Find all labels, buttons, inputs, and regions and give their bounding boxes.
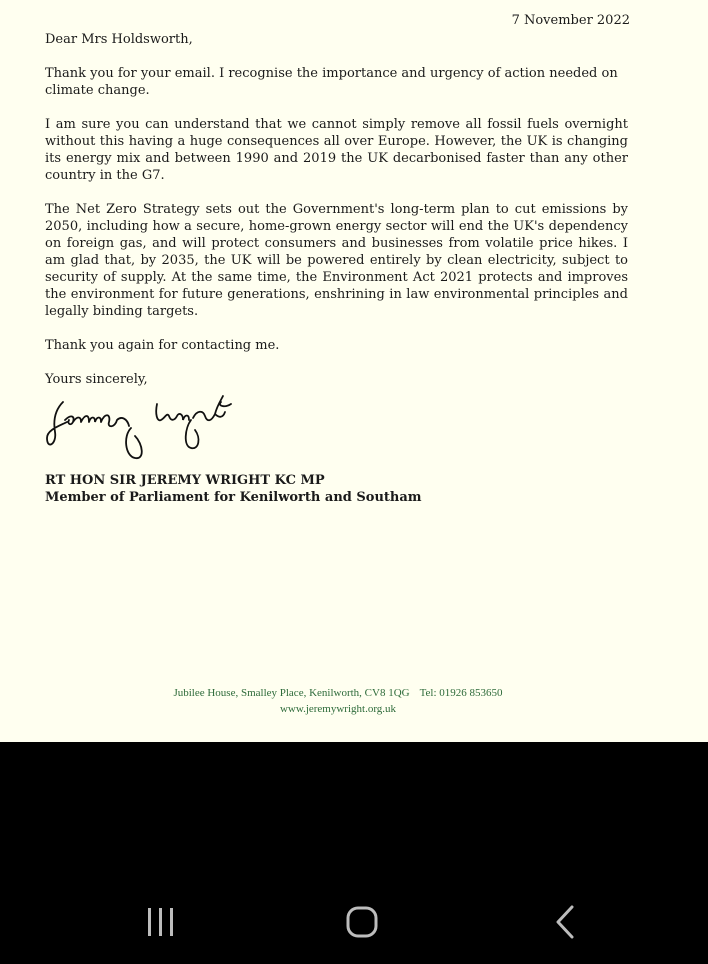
paragraph-4: Thank you again for contacting me. bbox=[45, 338, 280, 353]
letter-date: 7 November 2022 bbox=[511, 13, 630, 28]
paragraph-1: Thank you for your email. I recognise the importance and urgency of action needed on climate change. bbox=[45, 66, 618, 98]
footer-website: www.jeremywright.org.uk bbox=[279, 703, 397, 715]
letter-body bbox=[45, 31, 628, 506]
footer-address-line bbox=[0, 685, 676, 701]
signer-role: Member of Parliament for Kenilworth and Southam bbox=[45, 490, 422, 505]
paragraph-3: The Net Zero Strategy sets out the Government's long-term plan to cut emissions by 2050, including how a secure, home-grown energy sector will end the UK's dependency on foreign gas, and will protect consumers and businesses from volatile price hikes. I am glad that, by 2035, the UK will be powered entirely by clean electricity, subject to security of supply. At the same time, the Environment Act 2021 protects and improves the environment for future generations, enshrining in law environmental principles and legally binding targets. bbox=[45, 202, 628, 319]
footer-address: Jubilee House, Smalley Place, Kenilworth, CV8 1QG bbox=[173, 687, 410, 699]
paragraph-2: I am sure you can understand that we cannot simply remove all fossil fuels overnight without this having a huge consequences all over Europe. However, the UK is changing its energy mix and between 1990 and 2019 the UK decarbonised faster than any other country in the G7. bbox=[45, 117, 628, 183]
letterhead-footer bbox=[0, 685, 676, 717]
footer-tel: Tel: 01926 853650 bbox=[419, 687, 503, 699]
recents-icon[interactable] bbox=[131, 895, 191, 951]
signature bbox=[45, 392, 245, 464]
home-icon[interactable] bbox=[332, 895, 392, 951]
back-icon[interactable] bbox=[535, 895, 595, 951]
signer-block bbox=[45, 472, 628, 506]
signer-name: RT HON SIR JEREMY WRIGHT KC MP bbox=[45, 473, 325, 488]
salutation: Dear Mrs Holdsworth, bbox=[45, 32, 193, 47]
closing: Yours sincerely, bbox=[45, 372, 148, 387]
